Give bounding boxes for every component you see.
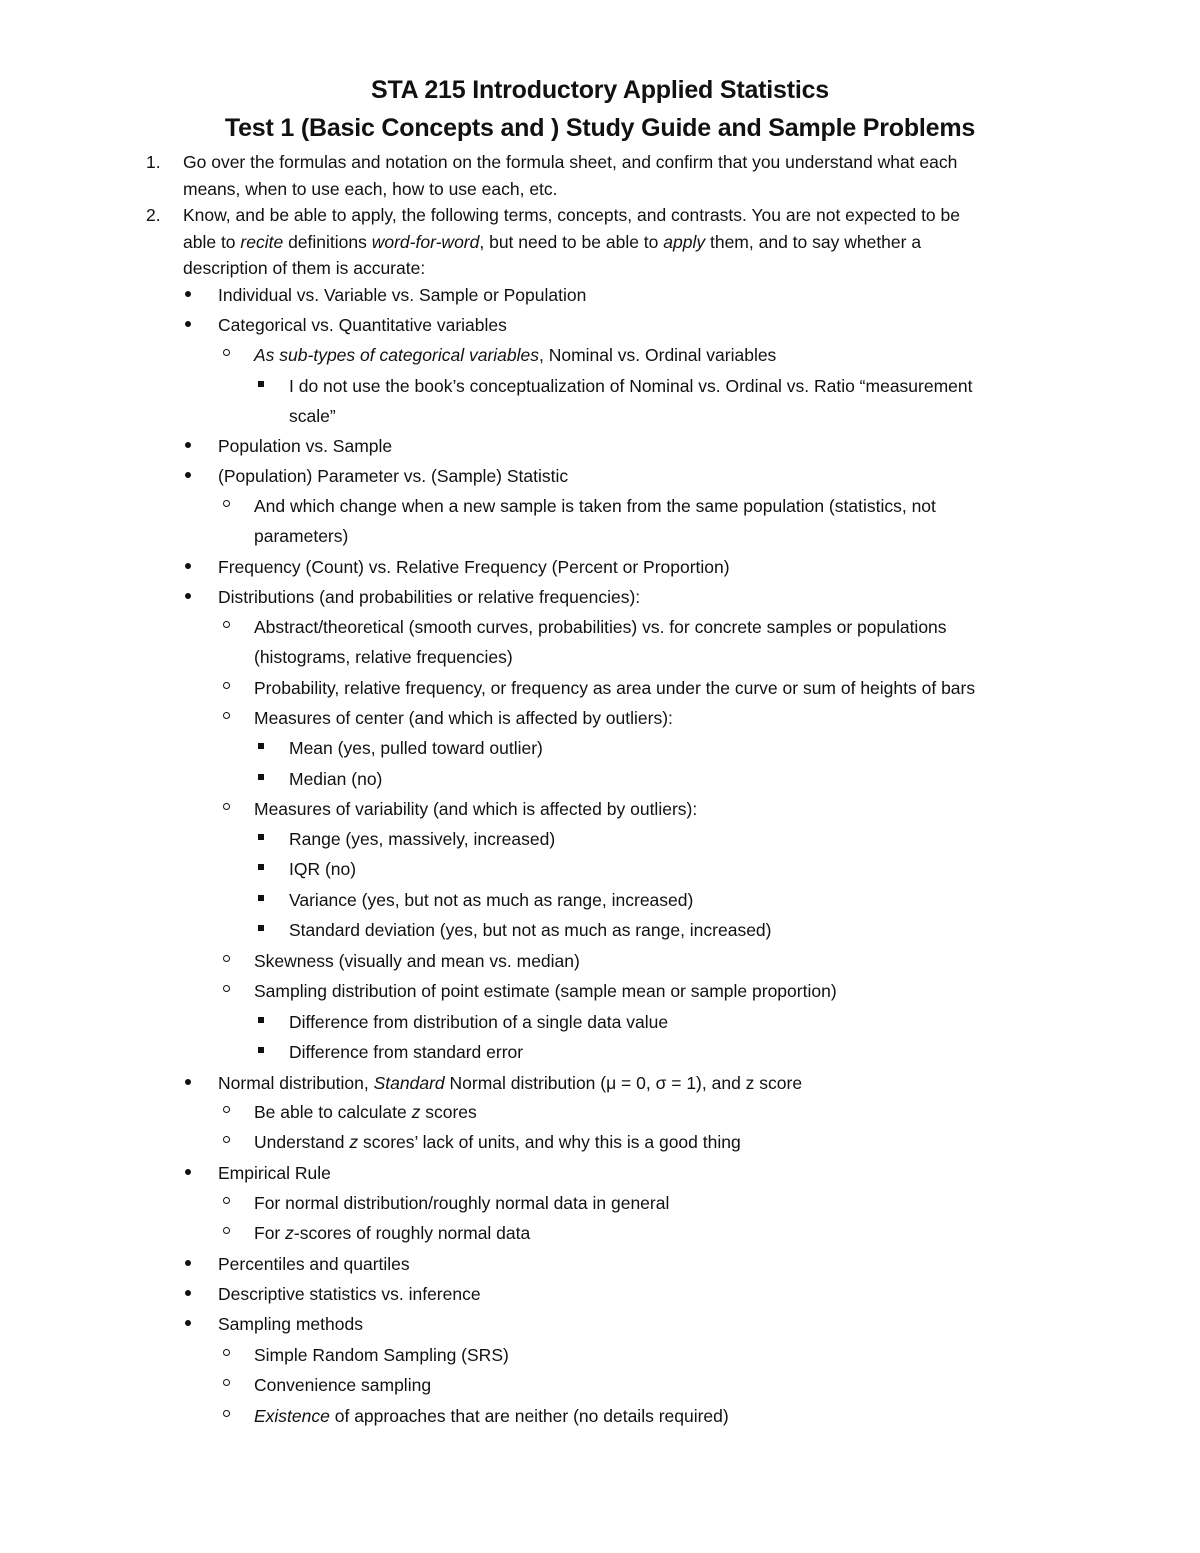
list-item: Measures of variability (and which is affected by outliers): bbox=[254, 799, 698, 819]
bullet-icon bbox=[185, 321, 191, 327]
list-item: Descriptive statistics vs. inference bbox=[218, 1284, 481, 1304]
list-item: Sampling methods bbox=[218, 1314, 363, 1334]
square-bullet-icon bbox=[258, 774, 264, 780]
list-item: Empirical Rule bbox=[218, 1163, 331, 1183]
list-item: And which change when a new sample is taken from the same population (statistics, not bbox=[254, 496, 936, 516]
bullet-icon bbox=[185, 593, 191, 599]
list-item: Existence of approaches that are neither (no details required) bbox=[254, 1406, 729, 1426]
bullet-icon bbox=[185, 472, 191, 478]
list-item: For z-scores of roughly normal data bbox=[254, 1223, 531, 1243]
circle-bullet-icon bbox=[223, 1410, 230, 1417]
list-item: Normal distribution, Standard Normal distribution (μ = 0, σ = 1), and z score bbox=[218, 1073, 803, 1093]
list-item: Be able to calculate z scores bbox=[254, 1102, 477, 1122]
list-item: Convenience sampling bbox=[254, 1375, 432, 1395]
square-bullet-icon bbox=[258, 743, 264, 749]
circle-bullet-icon bbox=[223, 1349, 230, 1356]
square-bullet-icon bbox=[258, 381, 264, 387]
list-item: (Population) Parameter vs. (Sample) Statistic bbox=[218, 466, 569, 486]
bullet-icon bbox=[185, 1320, 191, 1326]
list-item: Categorical vs. Quantitative variables bbox=[218, 315, 507, 335]
square-bullet-icon bbox=[258, 925, 264, 931]
list-item: Understand z scores’ lack of units, and why this is a good thing bbox=[254, 1132, 741, 1152]
circle-bullet-icon bbox=[223, 500, 230, 507]
circle-bullet-icon bbox=[223, 955, 230, 962]
list-item: Sampling distribution of point estimate (sample mean or sample proportion) bbox=[254, 981, 837, 1001]
list-item: Difference from standard error bbox=[289, 1042, 524, 1062]
item-text: description of them is accurate: bbox=[183, 258, 426, 278]
list-item: Frequency (Count) vs. Relative Frequency (Percent or Proportion) bbox=[218, 557, 730, 577]
list-item: Distributions (and probabilities or relative frequencies): bbox=[218, 587, 641, 607]
circle-bullet-icon bbox=[223, 1379, 230, 1386]
list-item-continued: (histograms, relative frequencies) bbox=[254, 647, 513, 667]
square-bullet-icon bbox=[258, 834, 264, 840]
list-item: For normal distribution/roughly normal data in general bbox=[254, 1193, 670, 1213]
circle-bullet-icon bbox=[223, 1197, 230, 1204]
bullet-icon bbox=[185, 1079, 191, 1085]
list-item: Measures of center (and which is affected by outliers): bbox=[254, 708, 673, 728]
item-text: Know, and be able to apply, the following terms, concepts, and contrasts. You are not expected to be bbox=[183, 205, 960, 225]
circle-bullet-icon bbox=[223, 803, 230, 810]
circle-bullet-icon bbox=[223, 621, 230, 628]
list-item-continued: scale” bbox=[289, 406, 336, 426]
square-bullet-icon bbox=[258, 1047, 264, 1053]
bullet-icon bbox=[185, 563, 191, 569]
list-item: Percentiles and quartiles bbox=[218, 1254, 410, 1274]
list-item: Probability, relative frequency, or frequency as area under the curve or sum of heights of bars bbox=[254, 678, 976, 698]
bullet-icon bbox=[185, 1169, 191, 1175]
circle-bullet-icon bbox=[223, 349, 230, 356]
circle-bullet-icon bbox=[223, 682, 230, 689]
list-item: Standard deviation (yes, but not as much as range, increased) bbox=[289, 920, 772, 940]
item-number: 1. bbox=[146, 152, 161, 172]
list-item: Median (no) bbox=[289, 769, 383, 789]
list-item: Individual vs. Variable vs. Sample or Population bbox=[218, 285, 587, 305]
list-item: Simple Random Sampling (SRS) bbox=[254, 1345, 509, 1365]
circle-bullet-icon bbox=[223, 1136, 230, 1143]
square-bullet-icon bbox=[258, 1017, 264, 1023]
bullet-icon bbox=[185, 1260, 191, 1266]
item-number: 2. bbox=[146, 205, 161, 225]
list-item: Difference from distribution of a single data value bbox=[289, 1012, 669, 1032]
document-subtitle: Test 1 (Basic Concepts and ) Study Guide and Sample Problems bbox=[224, 114, 976, 142]
list-item: Abstract/theoretical (smooth curves, probabilities) vs. for concrete samples or populations bbox=[254, 617, 947, 637]
square-bullet-icon bbox=[258, 864, 264, 870]
circle-bullet-icon bbox=[223, 1227, 230, 1234]
bullet-icon bbox=[185, 442, 191, 448]
circle-bullet-icon bbox=[223, 712, 230, 719]
bullet-icon bbox=[185, 1290, 191, 1296]
list-item: IQR (no) bbox=[289, 859, 357, 879]
document-title: STA 215 Introductory Applied Statistics bbox=[370, 76, 830, 104]
list-item: Range (yes, massively, increased) bbox=[289, 829, 556, 849]
item-text: Go over the formulas and notation on the formula sheet, and confirm that you understand what each bbox=[183, 152, 958, 172]
list-item: Variance (yes, but not as much as range, increased) bbox=[289, 890, 694, 910]
item-text: able to recite definitions word-for-word, but need to be able to apply them, and to say whether a bbox=[183, 232, 922, 252]
list-item: As sub-types of categorical variables, Nominal vs. Ordinal variables bbox=[254, 345, 777, 365]
bullet-icon bbox=[185, 291, 191, 297]
circle-bullet-icon bbox=[223, 985, 230, 992]
list-item-continued: parameters) bbox=[254, 526, 349, 546]
list-item: I do not use the book’s conceptualization of Nominal vs. Ordinal vs. Ratio “measurement bbox=[289, 376, 973, 396]
item-text: means, when to use each, how to use each, etc. bbox=[183, 179, 558, 199]
square-bullet-icon bbox=[258, 895, 264, 901]
list-item: Population vs. Sample bbox=[218, 436, 393, 456]
list-item: Skewness (visually and mean vs. median) bbox=[254, 951, 580, 971]
circle-bullet-icon bbox=[223, 1106, 230, 1113]
list-item: Mean (yes, pulled toward outlier) bbox=[289, 738, 543, 758]
